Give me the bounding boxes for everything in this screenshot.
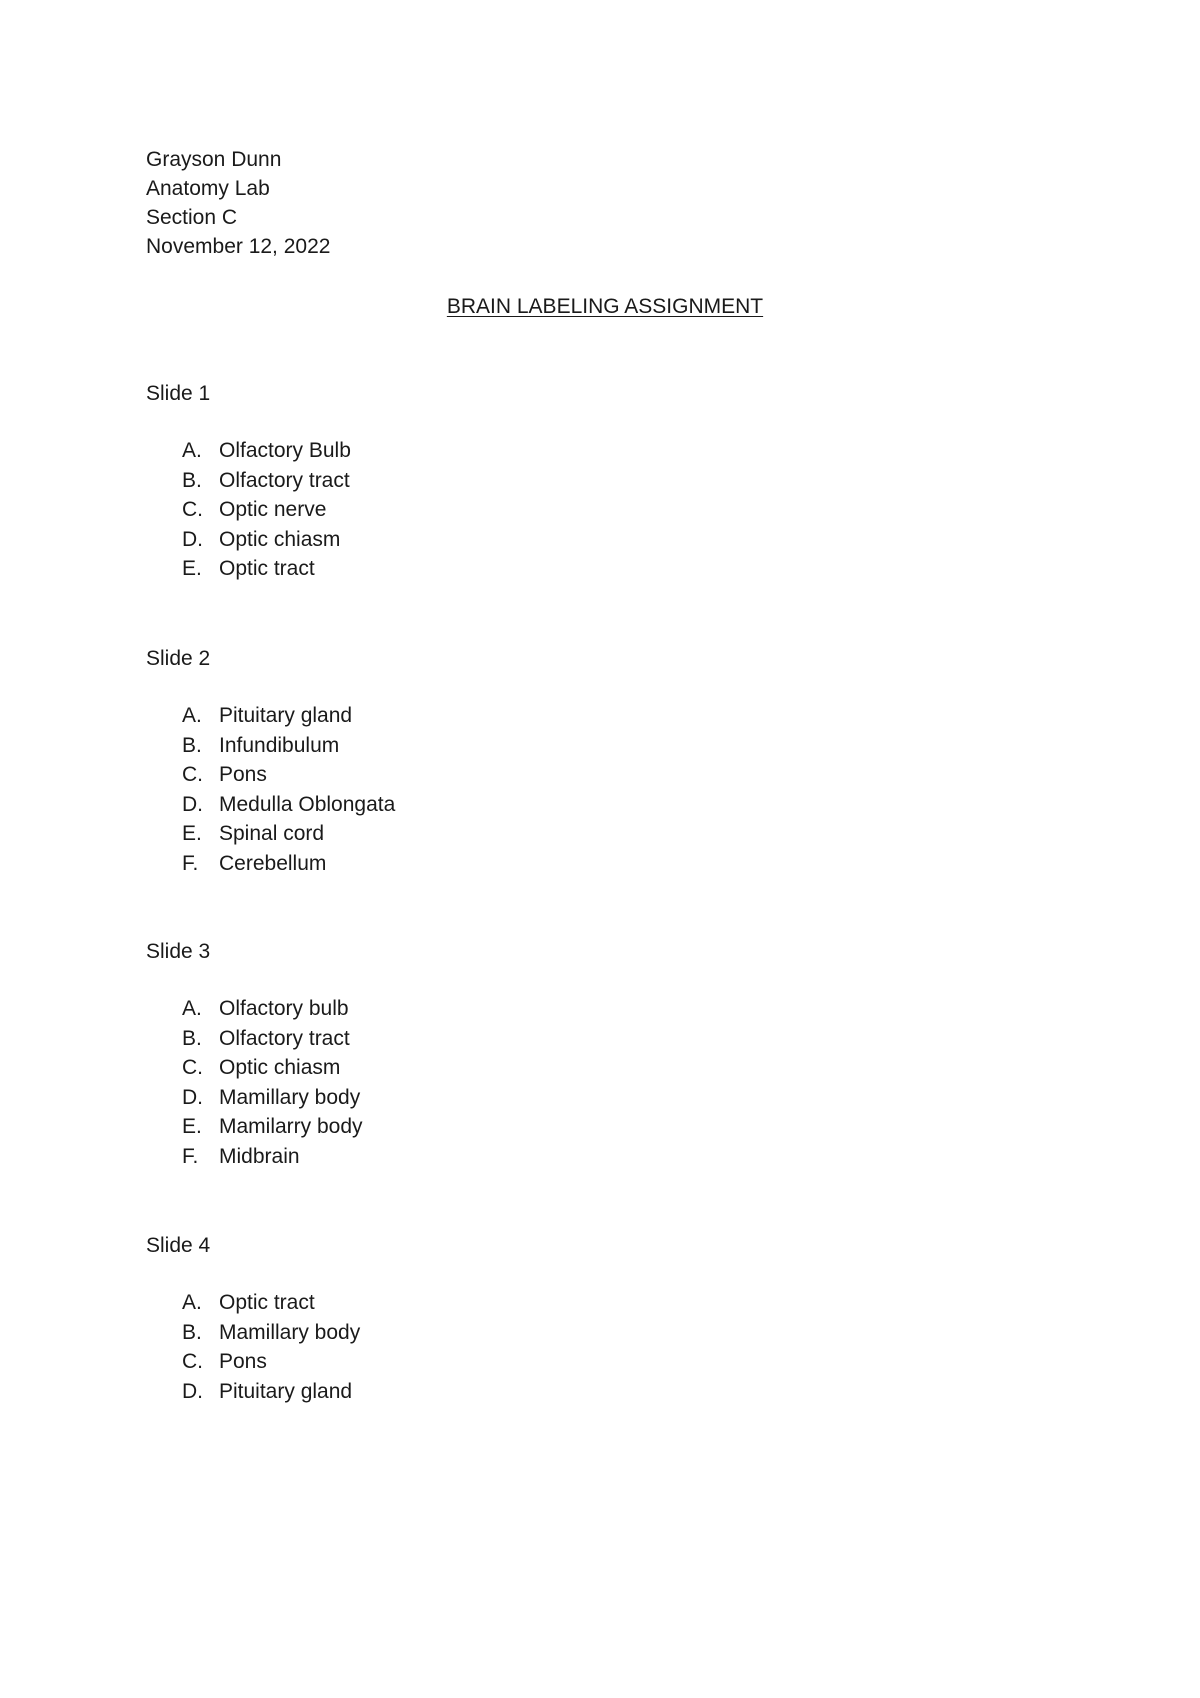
list-item — [182, 819, 395, 849]
list-item — [182, 436, 351, 466]
list-item-letter: C. — [182, 763, 203, 786]
slide-heading: Slide 4 — [146, 1234, 211, 1257]
list-item-letter: A. — [182, 704, 202, 727]
list-item-text: Cerebellum — [219, 851, 327, 875]
list-item — [182, 760, 395, 790]
list-item-letter: A. — [182, 439, 202, 462]
list-item-text: Pons — [219, 1350, 267, 1373]
list-item — [182, 1083, 363, 1113]
list-item-letter: F. — [182, 851, 199, 875]
document-title — [0, 292, 1200, 321]
slide-section-3 — [146, 937, 363, 1171]
list-item — [182, 790, 395, 820]
list-item-letter: D. — [182, 1085, 203, 1109]
student-name: Grayson Dunn — [146, 148, 282, 171]
header-block — [146, 145, 330, 261]
slide-section-4 — [146, 1231, 360, 1406]
list-item-text: Pons — [219, 763, 267, 786]
list-item-letter: C. — [182, 1350, 203, 1373]
list-item-text: Optic nerve — [219, 498, 327, 521]
label-list — [182, 994, 363, 1171]
list-item-text: Mamillary body — [219, 1320, 361, 1344]
list-item-letter: E. — [182, 822, 202, 845]
list-item-text: Midbrain — [219, 1144, 300, 1168]
list-item — [182, 1318, 360, 1348]
list-item — [182, 1053, 363, 1083]
list-item-letter: D. — [182, 792, 203, 816]
list-item-text: Mamilarry body — [219, 1115, 363, 1138]
slide-heading: Slide 3 — [146, 940, 211, 963]
list-item-text: Optic chiasm — [219, 1056, 341, 1079]
list-item — [182, 1377, 360, 1407]
list-item-text: Infundibulum — [219, 733, 340, 757]
label-list — [182, 1288, 360, 1406]
list-item-letter: C. — [182, 1056, 203, 1079]
list-item-letter: B. — [182, 1026, 202, 1050]
list-item-text: Spinal cord — [219, 822, 325, 845]
list-item — [182, 701, 395, 731]
label-list — [182, 701, 395, 878]
list-item-letter: A. — [182, 1291, 202, 1314]
list-item-text: Olfactory bulb — [219, 997, 349, 1020]
document-title-text: BRAIN LABELING ASSIGNMENT — [446, 295, 764, 318]
slide-section-2 — [146, 644, 395, 878]
list-item-letter: B. — [182, 468, 202, 492]
list-item-text: Optic chiasm — [219, 527, 341, 551]
list-item-letter: B. — [182, 733, 202, 757]
slide-section-1 — [146, 379, 351, 584]
list-item — [182, 466, 351, 496]
list-item — [182, 1288, 360, 1318]
list-item-text: Olfactory tract — [219, 468, 350, 492]
slide-heading: Slide 1 — [146, 382, 211, 405]
slide-heading: Slide 2 — [146, 647, 211, 670]
list-item — [182, 731, 395, 761]
list-item-letter: E. — [182, 557, 202, 580]
list-item — [182, 1142, 363, 1172]
date-label: November 12, 2022 — [146, 235, 331, 258]
list-item-letter: E. — [182, 1115, 202, 1138]
list-item-text: Mamillary body — [219, 1085, 361, 1109]
list-item-text: Optic tract — [219, 557, 315, 580]
list-item — [182, 495, 351, 525]
list-item — [182, 1024, 363, 1054]
list-item-letter: D. — [182, 527, 203, 551]
list-item-letter: D. — [182, 1379, 203, 1403]
list-item — [182, 525, 351, 555]
list-item — [182, 1347, 360, 1377]
list-item-text: Olfactory Bulb — [219, 439, 351, 462]
section-label: Section C — [146, 206, 238, 229]
list-item-text: Pituitary gland — [219, 704, 353, 727]
list-item — [182, 554, 351, 584]
list-item-letter: B. — [182, 1320, 202, 1344]
list-item — [182, 994, 363, 1024]
list-item-letter: A. — [182, 997, 202, 1020]
list-item-letter: C. — [182, 498, 203, 521]
list-item-letter: F. — [182, 1144, 199, 1168]
course-name: Anatomy Lab — [146, 177, 270, 200]
list-item-text: Optic tract — [219, 1291, 315, 1314]
list-item-text: Pituitary gland — [219, 1379, 353, 1403]
list-item — [182, 849, 395, 879]
label-list — [182, 436, 351, 584]
list-item-text: Olfactory tract — [219, 1026, 350, 1050]
list-item — [182, 1112, 363, 1142]
list-item-text: Medulla Oblongata — [219, 792, 396, 816]
